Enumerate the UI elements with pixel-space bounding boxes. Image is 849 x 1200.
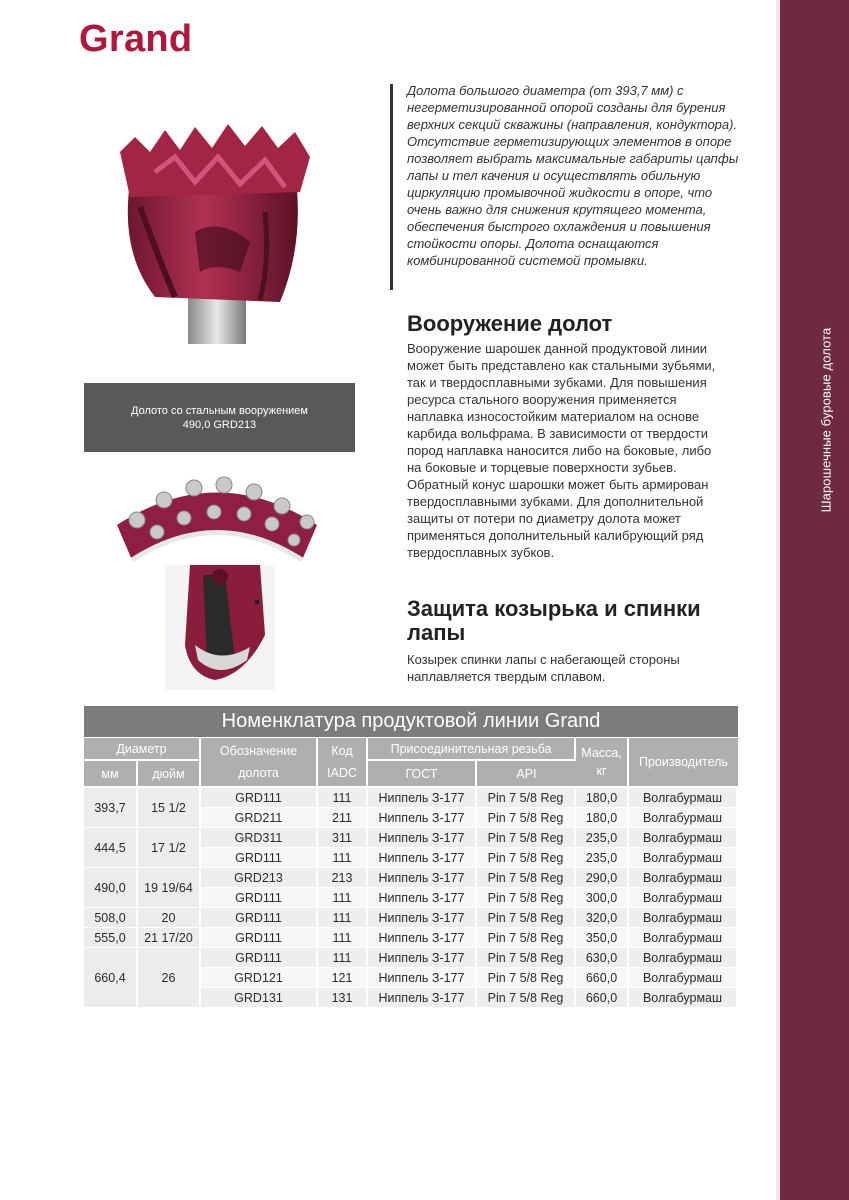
iadc-cell: 213 xyxy=(318,868,368,888)
diameter-inch-cell: 21 17/20 xyxy=(138,928,201,948)
table-row xyxy=(84,828,738,848)
mass-cell: 180,0 xyxy=(576,788,629,808)
sidebar-label: Шарошечные буровые долота xyxy=(818,327,834,513)
maker-cell: Волгабурмаш xyxy=(629,928,738,948)
mass-cell: 350,0 xyxy=(576,928,629,948)
maker-cell: Волгабурмаш xyxy=(629,788,738,808)
diameter-mm-cell: 660,4 xyxy=(84,948,138,1008)
gost-cell: Ниппель З-177 xyxy=(368,928,477,948)
iadc-cell: 311 xyxy=(318,828,368,848)
gost-cell: Ниппель З-177 xyxy=(368,948,477,968)
name-cell: GRD311 xyxy=(201,828,318,848)
maker-cell: Волгабурмаш xyxy=(629,908,738,928)
table-row xyxy=(84,948,738,968)
mass-cell: 290,0 xyxy=(576,868,629,888)
maker-cell: Волгабурмаш xyxy=(629,868,738,888)
page-title: Grand xyxy=(79,18,193,60)
diameter-mm-cell: 444,5 xyxy=(84,828,138,868)
api-cell: Pin 7 5/8 Reg xyxy=(477,808,576,828)
mass-cell: 660,0 xyxy=(576,988,629,1008)
table-body xyxy=(84,788,738,1008)
api-cell: Pin 7 5/8 Reg xyxy=(477,908,576,928)
mass-cell: 300,0 xyxy=(576,888,629,908)
protection-text: Козырек спинки лапы с набегающей стороны наплавляется твердым сплавом. xyxy=(407,652,680,684)
gost-cell: Ниппель З-177 xyxy=(368,988,477,1008)
image-caption xyxy=(84,383,355,452)
maker-cell: Волгабурмаш xyxy=(629,948,738,968)
table-row xyxy=(84,908,738,928)
iadc-cell: 211 xyxy=(318,808,368,828)
api-cell: Pin 7 5/8 Reg xyxy=(477,968,576,988)
iadc-cell: 131 xyxy=(318,988,368,1008)
name-cell: GRD111 xyxy=(201,908,318,928)
diameter-inch-cell: 17 1/2 xyxy=(138,828,201,868)
name-cell: GRD111 xyxy=(201,948,318,968)
api-cell: Pin 7 5/8 Reg xyxy=(477,948,576,968)
maker-cell: Волгабурмаш xyxy=(629,988,738,1008)
header-mm: мм xyxy=(84,761,138,788)
diameter-inch-cell: 15 1/2 xyxy=(138,788,201,828)
name-cell: GRD211 xyxy=(201,808,318,828)
mass-cell: 180,0 xyxy=(576,808,629,828)
header-thread: Присоединительная резьба xyxy=(368,738,576,761)
name-cell: GRD111 xyxy=(201,928,318,948)
intro-accent-bar xyxy=(390,84,393,290)
diameter-inch-cell: 26 xyxy=(138,948,201,1008)
mass-cell: 235,0 xyxy=(576,828,629,848)
maker-cell: Волгабурмаш xyxy=(629,848,738,868)
mass-cell: 660,0 xyxy=(576,968,629,988)
nomenclature-table xyxy=(84,738,738,1008)
iadc-cell: 111 xyxy=(318,948,368,968)
gost-cell: Ниппель З-177 xyxy=(368,828,477,848)
api-cell: Pin 7 5/8 Reg xyxy=(477,848,576,868)
sidebar xyxy=(780,0,849,1200)
table-row xyxy=(84,788,738,808)
iadc-cell: 111 xyxy=(318,848,368,868)
mass-cell: 235,0 xyxy=(576,848,629,868)
maker-cell: Волгабурмаш xyxy=(629,828,738,848)
caption-line-1: Долото со стальным вооружением xyxy=(131,404,308,417)
header-api: API xyxy=(477,761,576,788)
armament-heading: Вооружение долот xyxy=(407,311,613,336)
table-title: Номенклатура продуктовой линии Grand xyxy=(84,706,738,737)
api-cell: Pin 7 5/8 Reg xyxy=(477,788,576,808)
diameter-inch-cell: 20 xyxy=(138,908,201,928)
header-mass: Масса, кг xyxy=(576,738,629,788)
maker-cell: Волгабурмаш xyxy=(629,888,738,908)
table-row xyxy=(84,868,738,888)
header-iadc: Код IADC xyxy=(318,738,368,788)
gost-cell: Ниппель З-177 xyxy=(368,908,477,928)
table-row xyxy=(84,928,738,948)
header-maker: Производитель xyxy=(629,738,738,788)
gost-cell: Ниппель З-177 xyxy=(368,868,477,888)
diameter-mm-cell: 508,0 xyxy=(84,908,138,928)
maker-cell: Волгабурмаш xyxy=(629,808,738,828)
gost-cell: Ниппель З-177 xyxy=(368,788,477,808)
api-cell: Pin 7 5/8 Reg xyxy=(477,828,576,848)
cone-segment-image xyxy=(112,470,322,570)
header-designation: Обозначение долота xyxy=(201,738,318,788)
caption-line-2: 490,0 GRD213 xyxy=(182,418,257,431)
gost-cell: Ниппель З-177 xyxy=(368,848,477,868)
name-cell: GRD111 xyxy=(201,888,318,908)
diameter-mm-cell: 393,7 xyxy=(84,788,138,828)
api-cell: Pin 7 5/8 Reg xyxy=(477,988,576,1008)
diameter-mm-cell: 555,0 xyxy=(84,928,138,948)
name-cell: GRD121 xyxy=(201,968,318,988)
iadc-cell: 111 xyxy=(318,908,368,928)
protection-heading: Защита козырька и спинки лапы xyxy=(407,596,701,645)
iadc-cell: 111 xyxy=(318,788,368,808)
drill-bit-image xyxy=(100,112,330,352)
mass-cell: 320,0 xyxy=(576,908,629,928)
iadc-cell: 111 xyxy=(318,928,368,948)
header-gost: ГОСТ xyxy=(368,761,477,788)
api-cell: Pin 7 5/8 Reg xyxy=(477,868,576,888)
name-cell: GRD131 xyxy=(201,988,318,1008)
api-cell: Pin 7 5/8 Reg xyxy=(477,928,576,948)
header-diameter: Диаметр xyxy=(84,738,201,761)
iadc-cell: 121 xyxy=(318,968,368,988)
gost-cell: Ниппель З-177 xyxy=(368,968,477,988)
header-inch: дюйм xyxy=(138,761,201,788)
armament-text: Вооружение шарошек данной продуктовой линии может быть представлено как стальными зубьями, так и твердосплавными зубками. Для повышения ресурса стального вооружения применяется наплавка износостойким материалом на основе карбида вольфрама. В зависимости от твердости пород наплавка наносится либо на боковые, либо на боковые и торцевые поверхности зубьев. Обратный конус шарошки может быть армирован твердосплавными зубками. Для дополнительной защиты от потери по диаметру долота может применяться дополнительный калибрующий ряд твердосплавных зубков. xyxy=(407,341,716,560)
gost-cell: Ниппель З-177 xyxy=(368,808,477,828)
name-cell: GRD213 xyxy=(201,868,318,888)
bit-leg-image xyxy=(165,565,275,690)
diameter-inch-cell: 19 19/64 xyxy=(138,868,201,908)
diameter-mm-cell: 490,0 xyxy=(84,868,138,908)
api-cell: Pin 7 5/8 Reg xyxy=(477,888,576,908)
name-cell: GRD111 xyxy=(201,788,318,808)
name-cell: GRD111 xyxy=(201,848,318,868)
maker-cell: Волгабурмаш xyxy=(629,968,738,988)
iadc-cell: 111 xyxy=(318,888,368,908)
intro-text: Долота большого диаметра (от 393,7 мм) с негерметизированной опорой созданы для бурения верхних секций скважины (направления, кондуктора). Отсутствие герметизирующих элементов в опоре позволяет выбрать максимальные габариты цапфы лапы и тел качения и осуществлять обильную циркуляцию промывочной жидкости в опоре, что очень важно для снижения крутящего момента, обеспечения быстрого охлаждения и повышения стойкости опоры. Долота оснащаются комбинированной системой промывки. xyxy=(407,83,739,268)
gost-cell: Ниппель З-177 xyxy=(368,888,477,908)
mass-cell: 630,0 xyxy=(576,948,629,968)
